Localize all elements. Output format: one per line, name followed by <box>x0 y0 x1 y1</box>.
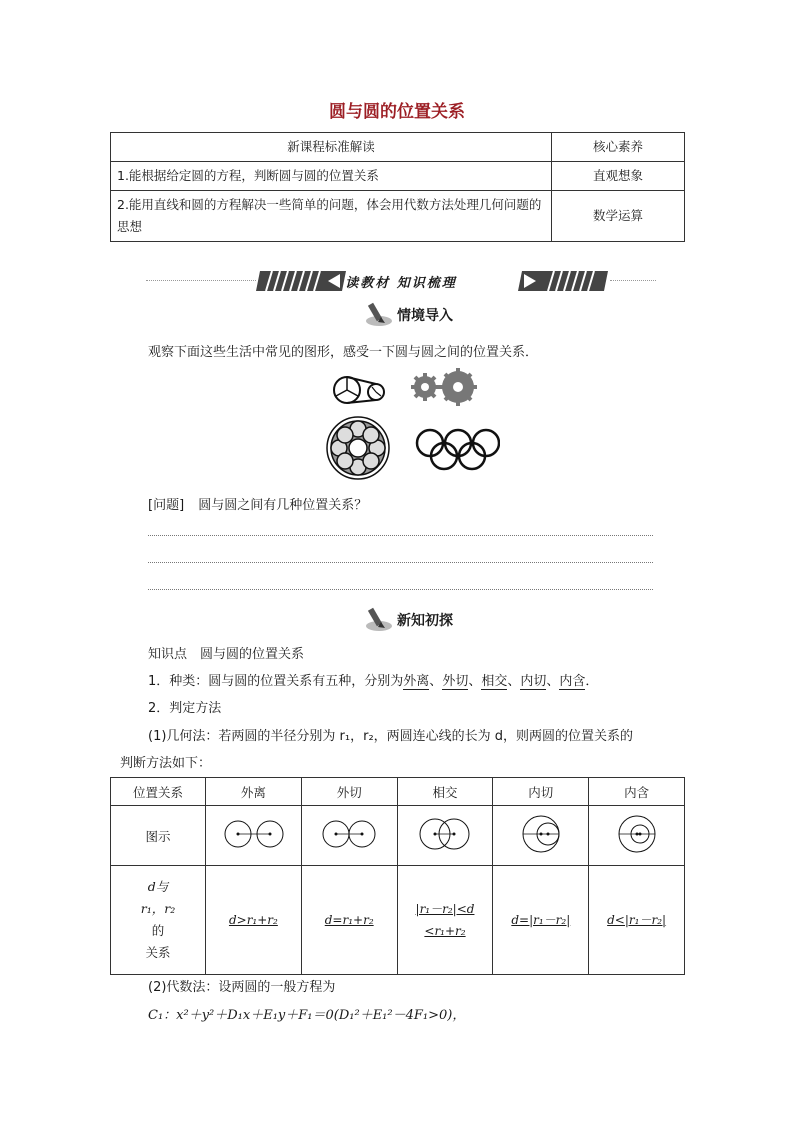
table-cell: 数学运算 <box>552 191 685 242</box>
row-header-line: 的 <box>151 923 165 938</box>
row-header: 图示 <box>111 806 206 866</box>
column-header: 相交 <box>397 778 493 806</box>
section-title: 新知初探 <box>397 613 453 629</box>
diagram-cell <box>206 806 302 866</box>
diagram-cell <box>493 806 589 866</box>
condition-text: d<|r₁－r₂| <box>607 913 667 927</box>
banner-text: 读教材 知识梳理 <box>345 276 457 291</box>
intersecting-circles-diagram <box>410 814 480 854</box>
table-header: 核心素养 <box>552 133 685 162</box>
sep: 、 <box>468 674 482 689</box>
column-header: 内含 <box>589 778 685 806</box>
condition-text: <r₁+r₂ <box>424 924 466 938</box>
section-title: 情境导入 <box>397 308 453 324</box>
condition-text: d=|r₁－r₂| <box>511 913 571 927</box>
contained-circles-diagram <box>602 814 672 854</box>
diagram-cell <box>589 806 685 866</box>
row-header-line: d与 <box>147 879 169 894</box>
answer-line <box>148 562 653 563</box>
diagram-cell <box>301 806 397 866</box>
sep: 、 <box>546 674 560 689</box>
divider <box>610 280 656 281</box>
section-banner <box>146 270 656 294</box>
answer-blank: 内含 <box>559 674 586 689</box>
separate-circles-diagram <box>218 814 288 854</box>
geom-method-line2: 判断方法如下： <box>120 756 212 771</box>
table-header: 新课程标准解读 <box>111 133 552 162</box>
knowledge-point: 知识点 圆与圆的位置关系 <box>148 647 305 662</box>
diagram-cell <box>397 806 493 866</box>
question-text: 圆与圆之间有几种位置关系？ <box>198 498 368 513</box>
column-header: 外切 <box>301 778 397 806</box>
section-heading-situation <box>364 301 484 327</box>
question-tag: [问题] <box>148 498 185 513</box>
condition-cell <box>206 866 302 975</box>
alg-method-line1: (2)代数法：设两圆的一般方程为 <box>148 980 336 995</box>
sep: 、 <box>429 674 443 689</box>
row-header <box>111 866 206 975</box>
answer-blank: 外离 <box>403 674 430 689</box>
page-title: 圆与圆的位置关系 <box>329 102 465 122</box>
pencil-icon <box>364 301 394 327</box>
condition-text: d>r₁+r₂ <box>228 913 278 927</box>
observe-text: 观察下面这些生活中常见的图形，感受一下圆与圆之间的位置关系． <box>148 345 539 360</box>
geom-method-line1: (1)几何法：若两圆的半径分别为 r₁，r₂，两圆连心线的长为 d，则两圆的位置关系的 <box>148 729 634 744</box>
stripe-arrow-right-icon <box>518 271 608 291</box>
row-header-line: 关系 <box>145 945 171 960</box>
condition-cell <box>493 866 589 975</box>
answer-blank: 相交 <box>481 674 508 689</box>
item-text: 1．种类：圆与圆的位置关系有五种，分别为 <box>148 674 404 689</box>
item-methods: 2．判定方法 <box>148 701 222 716</box>
condition-text: d=r₁+r₂ <box>324 913 374 927</box>
condition-cell <box>589 866 685 975</box>
row-header: 位置关系 <box>111 778 206 806</box>
table-cell: 2.能用直线和圆的方程解决一些简单的问题，体会用代数方法处理几何问题的思想 <box>111 191 552 242</box>
sep: 、 <box>507 674 521 689</box>
internal-tangent-diagram <box>506 814 576 854</box>
row-header-line: r₁，r₂ <box>140 901 176 916</box>
alg-method-line2: C₁：x²＋y²＋D₁x＋E₁y＋F₁＝0(D₁²＋E₁²－4F₁>0)， <box>148 1008 466 1023</box>
pencil-icon <box>364 606 394 632</box>
section-heading-new-knowledge <box>364 606 484 632</box>
column-header: 内切 <box>493 778 589 806</box>
answer-blank: 内切 <box>520 674 547 689</box>
answer-line <box>148 535 653 536</box>
divider <box>146 280 256 281</box>
answer-blank: 外切 <box>442 674 469 689</box>
table-cell: 1.能根据给定圆的方程，判断圆与圆的位置关系 <box>111 162 552 191</box>
position-table <box>110 777 685 975</box>
item-kinds <box>148 670 598 689</box>
answer-line <box>148 589 653 590</box>
standards-table <box>110 132 685 242</box>
table-cell: 直观想象 <box>552 162 685 191</box>
condition-cell <box>301 866 397 975</box>
column-header: 外离 <box>206 778 302 806</box>
external-tangent-diagram <box>314 814 384 854</box>
condition-text: |r₁－r₂|<d <box>415 902 475 916</box>
end-punct: ． <box>585 674 599 689</box>
question <box>148 494 367 513</box>
circle-figures-illustration <box>320 365 500 480</box>
condition-cell <box>397 866 493 975</box>
